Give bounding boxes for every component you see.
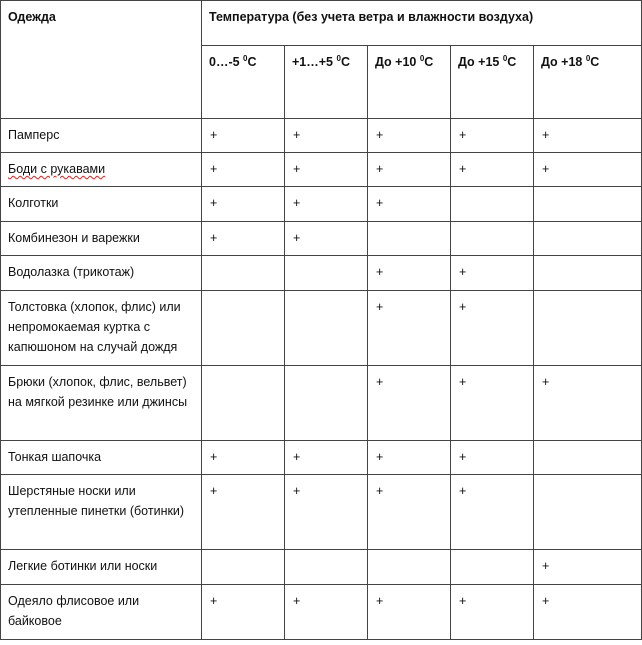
mark-cell: +: [534, 119, 642, 153]
clothing-item: Водолазка (трикотаж): [1, 256, 202, 291]
mark-cell: +: [451, 291, 534, 366]
mark-cell: [534, 256, 642, 291]
clothing-item: Тонкая шапочка: [1, 441, 202, 475]
mark-cell: [202, 291, 285, 366]
mark-cell: [202, 366, 285, 441]
table-row: [1, 550, 642, 585]
mark-cell: +: [368, 441, 451, 475]
mark-cell: [285, 291, 368, 366]
mark-cell: +: [368, 187, 451, 222]
mark-cell: +: [368, 153, 451, 187]
temperature-header: Температура (без учета ветра и влажности воздуха): [202, 1, 642, 46]
mark-cell: [534, 187, 642, 222]
mark-cell: +: [451, 441, 534, 475]
table-row: [1, 366, 642, 441]
mark-cell: +: [285, 585, 368, 640]
clothing-item: Толстовка (хлопок, флис) или непромокаемая куртка с капюшоном на случай дождя: [1, 291, 202, 366]
mark-cell: +: [202, 119, 285, 153]
clothing-item: Боди с рукавами: [1, 153, 202, 187]
clothing-item: Брюки (хлопок, флис, вельвет) на мягкой резинке или джинсы: [1, 366, 202, 441]
mark-cell: +: [451, 153, 534, 187]
mark-cell: [202, 256, 285, 291]
mark-cell: +: [285, 153, 368, 187]
mark-cell: +: [202, 475, 285, 550]
mark-cell: +: [202, 441, 285, 475]
mark-cell: [368, 222, 451, 256]
mark-cell: +: [285, 475, 368, 550]
clothing-item: Комбинезон и варежки: [1, 222, 202, 256]
column-header-temp: До +15 $^0$C: [451, 46, 534, 119]
table-row: [1, 187, 642, 222]
mark-cell: +: [202, 585, 285, 640]
column-header-temp: +1…+5 $^0$C: [285, 46, 368, 119]
mark-cell: +: [534, 550, 642, 585]
table-row: [1, 119, 642, 153]
table-row: [1, 585, 642, 640]
mark-cell: [534, 291, 642, 366]
mark-cell: +: [285, 222, 368, 256]
table-row: [1, 291, 642, 366]
mark-cell: [451, 222, 534, 256]
mark-cell: [534, 475, 642, 550]
mark-cell: [285, 366, 368, 441]
mark-cell: +: [368, 291, 451, 366]
clothing-item: Шерстяные носки или утепленные пинетки (ботинки): [1, 475, 202, 550]
clothing-item: Одеяло флисовое или байковое: [1, 585, 202, 640]
mark-cell: +: [451, 366, 534, 441]
mark-cell: [534, 441, 642, 475]
clothing-item: Легкие ботинки или носки: [1, 550, 202, 585]
mark-cell: [368, 550, 451, 585]
table-row: [1, 441, 642, 475]
mark-cell: +: [202, 222, 285, 256]
mark-cell: [202, 550, 285, 585]
mark-cell: +: [534, 366, 642, 441]
table-row: [1, 256, 642, 291]
table-row: [1, 153, 642, 187]
mark-cell: +: [368, 119, 451, 153]
clothing-header: Одежда: [1, 1, 202, 119]
mark-cell: +: [368, 475, 451, 550]
clothing-item: Памперс: [1, 119, 202, 153]
mark-cell: +: [202, 187, 285, 222]
mark-cell: [285, 256, 368, 291]
mark-cell: +: [451, 585, 534, 640]
column-header-temp: До +18 $^0$C: [534, 46, 642, 119]
header-row-top: [1, 1, 642, 46]
mark-cell: +: [368, 366, 451, 441]
mark-cell: [534, 222, 642, 256]
mark-cell: +: [451, 119, 534, 153]
mark-cell: +: [285, 119, 368, 153]
mark-cell: +: [451, 475, 534, 550]
column-header-temp: 0…-5 $^0$C: [202, 46, 285, 119]
mark-cell: +: [368, 585, 451, 640]
mark-cell: [285, 550, 368, 585]
clothing-item: Колготки: [1, 187, 202, 222]
table-row: [1, 475, 642, 550]
mark-cell: +: [202, 153, 285, 187]
mark-cell: +: [285, 187, 368, 222]
mark-cell: +: [368, 256, 451, 291]
mark-cell: [451, 187, 534, 222]
table-row: [1, 222, 642, 256]
mark-cell: +: [451, 256, 534, 291]
mark-cell: [451, 550, 534, 585]
column-header-temp: До +10 $^0$C: [368, 46, 451, 119]
mark-cell: +: [285, 441, 368, 475]
mark-cell: +: [534, 153, 642, 187]
mark-cell: +: [534, 585, 642, 640]
